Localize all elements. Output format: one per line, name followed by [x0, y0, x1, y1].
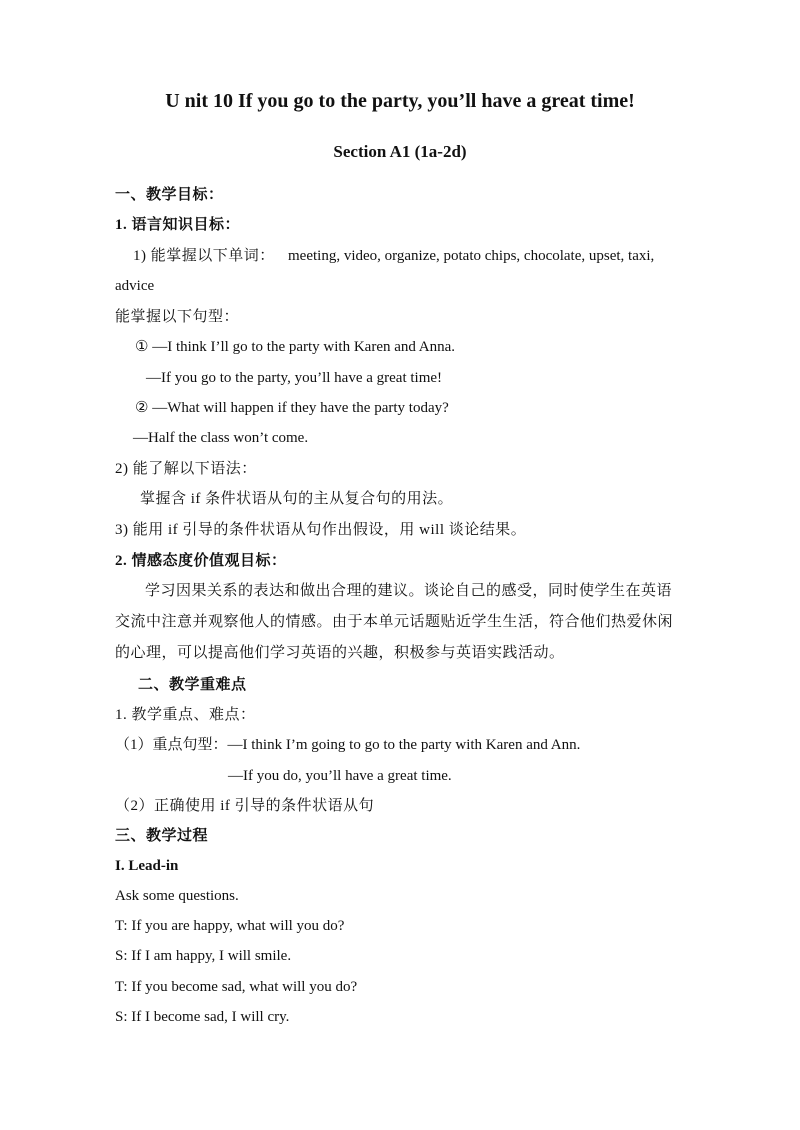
emotional-goals-line-1: 学习因果关系的表达和做出合理的建议。谈论自己的感受，同时使学生在英语 — [145, 583, 673, 599]
emotional-goals-line-2: 交流中注意并观察他人的情感。由于本单元话题贴近学生生活，符合他们热爱休闲 — [115, 614, 674, 630]
heading-language-knowledge: 1. 语言知识目标： — [115, 217, 241, 233]
section-title: Section A1 (1a-2d) — [333, 142, 467, 161]
key-point-2: （2）正确使用 if 引导的条件状语从句 — [115, 798, 375, 814]
sentence-pattern-3: ② —What will happen if they have the party today? — [135, 400, 449, 416]
grammar-label: 2) 能了解以下语法： — [115, 461, 257, 477]
vocab-list-continued: advice — [115, 278, 155, 294]
vocab-list: meeting, video, organize, potato chips, chocolate, upset, taxi, — [288, 248, 655, 264]
dialogue-line-s1: S: If I am happy, I will smile. — [115, 948, 292, 964]
if-clause-usage: 3) 能用 if 引导的条件状语从句作出假设，用 will 谈论结果。 — [115, 522, 527, 538]
emotional-goals-line-3: 的心理，可以提高他们学习英语的兴趣，积极参与英语实践活动。 — [115, 645, 565, 661]
heading-teaching-goals: 一、教学目标： — [115, 187, 224, 203]
key-sentence-1: （1）重点句型：—I think I’m going to go to the party with Karen and Ann. — [115, 737, 581, 753]
heading-key-points: 二、教学重难点 — [138, 677, 247, 693]
grammar-text: 掌握含 if 条件状语从句的主从复合句的用法。 — [140, 491, 454, 507]
patterns-label: 能掌握以下句型： — [115, 309, 240, 325]
sentence-pattern-4: —Half the class won’t come. — [133, 430, 309, 446]
vocab-label: 1) 能掌握以下单词： — [133, 248, 275, 264]
sentence-pattern-1: ① —I think I’ll go to the party with Karen and Anna. — [135, 339, 456, 355]
dialogue-line-s2: S: If I become sad, I will cry. — [115, 1009, 290, 1025]
key-points-label: 1. 教学重点、难点： — [115, 707, 256, 723]
dialogue-line-t2: T: If you become sad, what will you do? — [115, 979, 358, 995]
step-lead-in: I. Lead-in — [115, 858, 179, 874]
sentence-pattern-2: —If you go to the party, you’ll have a great time! — [146, 370, 443, 386]
document-title: U nit 10 If you go to the party, you’ll have a great time! — [165, 90, 635, 112]
heading-emotional-goals: 2. 情感态度价值观目标： — [115, 553, 287, 569]
lead-in-instruction: Ask some questions. — [115, 888, 239, 904]
dialogue-line-t1: T: If you are happy, what will you do? — [115, 918, 345, 934]
key-sentence-2: —If you do, you’ll have a great time. — [228, 768, 452, 784]
heading-teaching-process: 三、教学过程 — [115, 828, 209, 844]
